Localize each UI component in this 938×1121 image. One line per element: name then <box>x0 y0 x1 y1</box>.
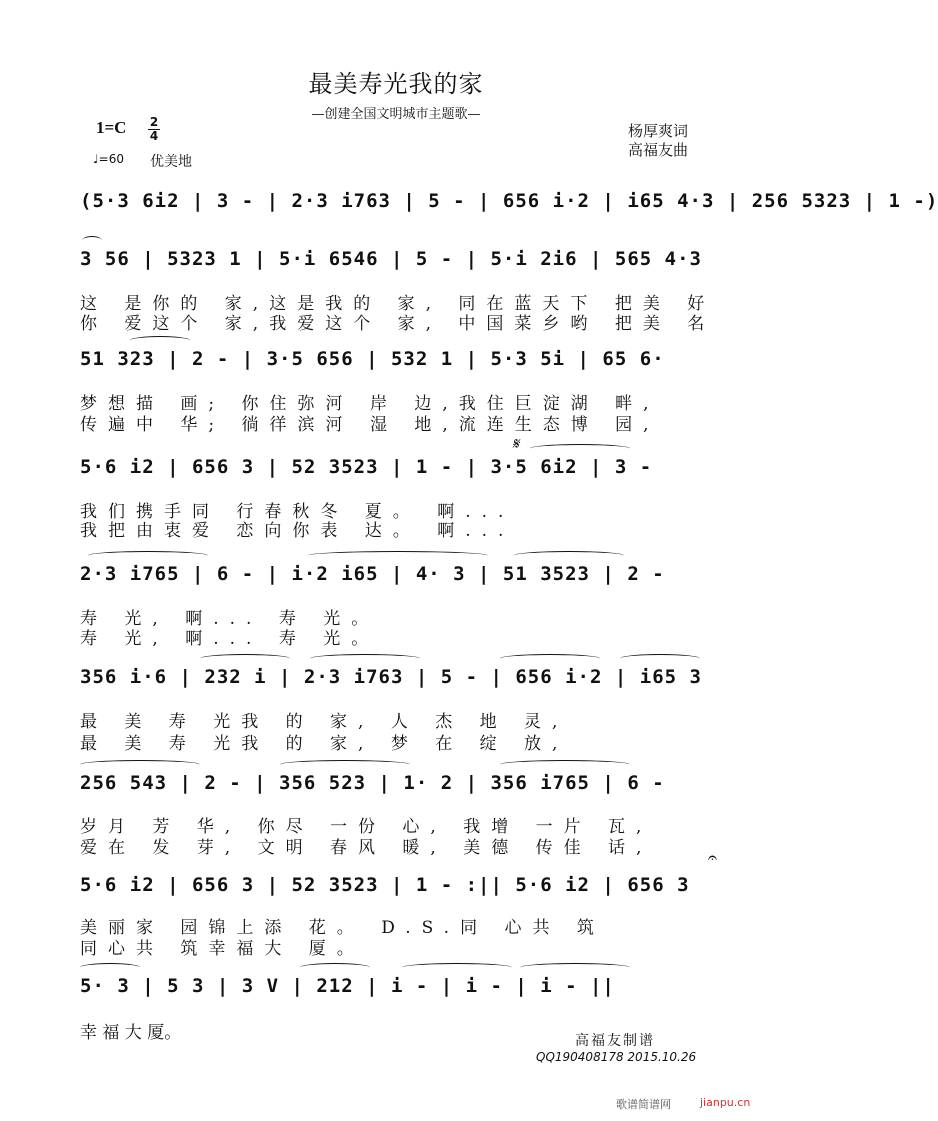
slur-mark <box>308 551 488 560</box>
lyric-line-2: 最 美 寿 光我 的 家, 梦 在 绽 放, <box>80 734 569 754</box>
notation-line: 5·6 i2 | 656 3 | 52 3523 | 1 - | 3·5 6i2 | 3 - <box>80 456 653 478</box>
slur-mark <box>88 551 208 560</box>
time-signature <box>148 116 160 143</box>
lyric-line-1: 梦想描 画; 你住弥河 岸 边,我住巨淀湖 畔, <box>80 394 660 414</box>
key-signature: 1=C <box>96 118 127 137</box>
slur-mark <box>620 654 700 663</box>
slur-mark <box>530 444 630 453</box>
score-maker-credit: 高福友制谱 <box>575 1033 655 1049</box>
tempo-marking: ♩=60 <box>93 152 124 166</box>
lyric-line-2: 我把由衷爱 恋向你表 达。 啊... <box>80 521 515 541</box>
notation-line: 5·6 i2 | 656 3 | 52 3523 | 1 - :|| 5·6 i2 | 656 3 <box>80 874 690 896</box>
song-title: 最美寿光我的家 <box>308 70 484 98</box>
notation-line: 2·3 i765 | 6 - | i·2 i65 | 4· 3 | 51 3523 | 2 - <box>80 563 665 585</box>
lyric-line-1: 我们携手同 行春秋冬 夏。 啊... <box>80 502 515 522</box>
lyric-line-1: 寿 光, 啊... 寿 光。 <box>80 609 380 629</box>
notation-line: 5· 3 | 5 3 | 3 V | 212 | i - | i - | i - || <box>80 975 615 997</box>
notation-line: 256 543 | 2 - | 356 523 | 1· 2 | 356 i765 | 6 - <box>80 772 665 794</box>
notation-line: 356 i·6 | 232 i | 2·3 i763 | 5 - | 656 i·2 | i65 3 <box>80 666 702 688</box>
lyric-line-2: 寿 光, 啊... 寿 光。 <box>80 629 380 649</box>
composer-credit: 高福友曲 <box>628 141 689 159</box>
contact-and-date: QQ190408178 2015.10.26 <box>536 1050 697 1064</box>
staff-row <box>80 434 720 504</box>
staff-row <box>80 963 720 1023</box>
slur-mark <box>514 551 624 560</box>
time-signature-top: 2 <box>149 115 159 129</box>
time-signature-bottom: 4 <box>149 129 159 143</box>
lyric-line-2: 同心共 筑幸福大 厦。 <box>80 939 365 959</box>
watermark-text: 歌谱简谱网 <box>616 1098 671 1111</box>
slur-mark <box>402 963 512 972</box>
lyric-line-1: 最 美 寿 光我 的 家, 人 杰 地 灵, <box>80 712 569 732</box>
slur-mark <box>280 760 410 769</box>
segno-sign: 𝄋 <box>512 434 519 453</box>
lyric-line-2: 爱在 发 芽, 文明 春风 暖, 美德 传佳 话, <box>80 838 653 858</box>
lyricist-credit: 杨厚爽词 <box>628 122 689 140</box>
lyric-line-2: 你 爱这个 家,我爱这个 家, 中国菜乡哟 把美 名 <box>80 314 716 334</box>
slur-mark <box>520 963 630 972</box>
notation-line: 3 56 | 5323 1 | 5·i 6546 | 5 - | 5·i 2i6 | 565 4·3 <box>80 248 702 270</box>
slur-mark <box>200 654 290 663</box>
lyric-line-1: 幸 福 大 厦。 <box>80 1023 182 1043</box>
staff-row <box>80 336 720 396</box>
slur-mark <box>130 336 190 345</box>
lyric-line-1: 岁月 芳 华, 你尽 一份 心, 我增 一片 瓦, <box>80 817 653 837</box>
slur-mark <box>300 963 370 972</box>
slur-mark <box>80 963 140 972</box>
slur-mark <box>500 654 600 663</box>
lyric-line-2: 传遍中 华; 徜徉滨河 湿 地,流连生态博 园, <box>80 415 660 435</box>
slur-mark <box>500 760 630 769</box>
staff-row <box>80 654 720 714</box>
notation-line: (5·3 6i2 | 3 - | 2·3 i763 | 5 - | 656 i·2 | i65 4·3 | 256 5323 | 1 -) <box>80 190 938 212</box>
staff-row <box>80 178 938 238</box>
slur-mark <box>310 654 420 663</box>
lyric-line-1: 这 是你的 家,这是我的 家, 同在蓝天下 把美 好 <box>80 294 716 314</box>
lyric-line-1: 美丽家 园锦上添 花。 D.S.同 心共 筑 <box>80 918 605 938</box>
staff-row <box>80 551 720 611</box>
slur-mark <box>82 236 102 245</box>
song-subtitle: —创建全国文明城市主题歌— <box>311 107 481 122</box>
watermark-url: jianpu.cn <box>700 1096 751 1109</box>
staff-row <box>80 236 720 296</box>
notation-line: 51 323 | 2 - | 3·5 656 | 532 1 | 5·3 5i | 65 6· <box>80 348 665 370</box>
staff-row <box>80 760 720 820</box>
expression-marking: 优美地 <box>150 154 192 170</box>
slur-mark <box>80 760 200 769</box>
fermata-sign: 𝄐 <box>708 848 717 867</box>
